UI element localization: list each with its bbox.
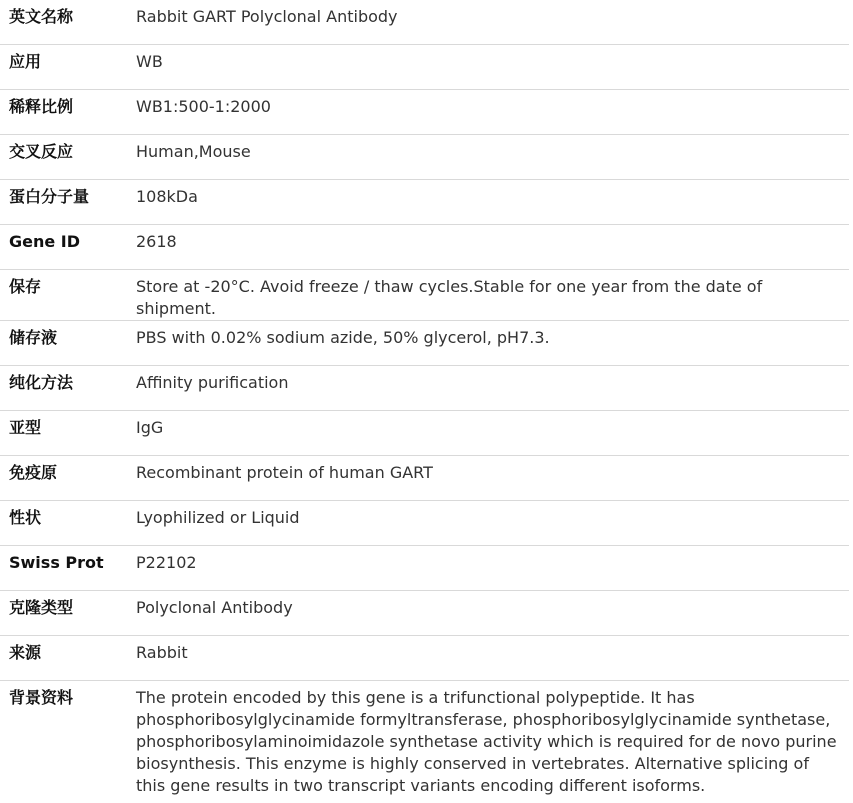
row-value: 2618: [136, 225, 849, 270]
row-label: 稀释比例: [0, 90, 136, 135]
row-value: Affinity purification: [136, 366, 849, 411]
row-label: 背景资料: [0, 681, 136, 803]
row-label: 蛋白分子量: [0, 180, 136, 225]
row-label: Swiss Prot: [0, 546, 136, 591]
row-value: P22102: [136, 546, 849, 591]
row-value: WB1:500-1:2000: [136, 90, 849, 135]
table-row: [0, 681, 849, 803]
table-row: [0, 591, 849, 636]
row-label: 克隆类型: [0, 591, 136, 636]
row-value: 108kDa: [136, 180, 849, 225]
row-value: Lyophilized or Liquid: [136, 501, 849, 546]
table-row: [0, 180, 849, 225]
row-label: 来源: [0, 636, 136, 681]
table-row: [0, 135, 849, 180]
row-label: 交叉反应: [0, 135, 136, 180]
row-label: Gene ID: [0, 225, 136, 270]
table-row: [0, 0, 849, 45]
table-row: [0, 411, 849, 456]
row-label: 英文名称: [0, 0, 136, 45]
row-label: 应用: [0, 45, 136, 90]
row-value: PBS with 0.02% sodium azide, 50% glycerol, pH7.3.: [136, 321, 849, 366]
row-value: Store at -20°C. Avoid freeze / thaw cycles.Stable for one year from the date of shipment.: [136, 270, 849, 321]
row-label: 保存: [0, 270, 136, 321]
table-row: [0, 90, 849, 135]
row-label: 亚型: [0, 411, 136, 456]
table-row: [0, 321, 849, 366]
row-label: 储存液: [0, 321, 136, 366]
table-row: [0, 270, 849, 321]
row-value: Recombinant protein of human GART: [136, 456, 849, 501]
row-value: IgG: [136, 411, 849, 456]
row-value: Polyclonal Antibody: [136, 591, 849, 636]
row-label: 纯化方法: [0, 366, 136, 411]
background-paragraph: The protein encoded by this gene is a trifunctional polypeptide. It has phosphoribosylglycinamide formyltransferase, phosphoribosylglycinamide synthetase, phosphoribosylaminoimidazole synthetase activity which is required for de novo purine biosynthesis. This enzyme is highly conserved in vertebrates. Alternative splicing of this gene results in two transcript variants encoding different isoforms.: [136, 681, 849, 803]
row-value: Rabbit GART Polyclonal Antibody: [136, 0, 849, 45]
table-row: [0, 456, 849, 501]
row-label: 性状: [0, 501, 136, 546]
row-value: WB: [136, 45, 849, 90]
table-row: [0, 546, 849, 591]
row-value: Rabbit: [136, 636, 849, 681]
row-value: Human,Mouse: [136, 135, 849, 180]
table-row: [0, 366, 849, 411]
table-row: [0, 501, 849, 546]
table-row: [0, 636, 849, 681]
table-row: [0, 225, 849, 270]
row-label: 免疫原: [0, 456, 136, 501]
table-row: [0, 45, 849, 90]
